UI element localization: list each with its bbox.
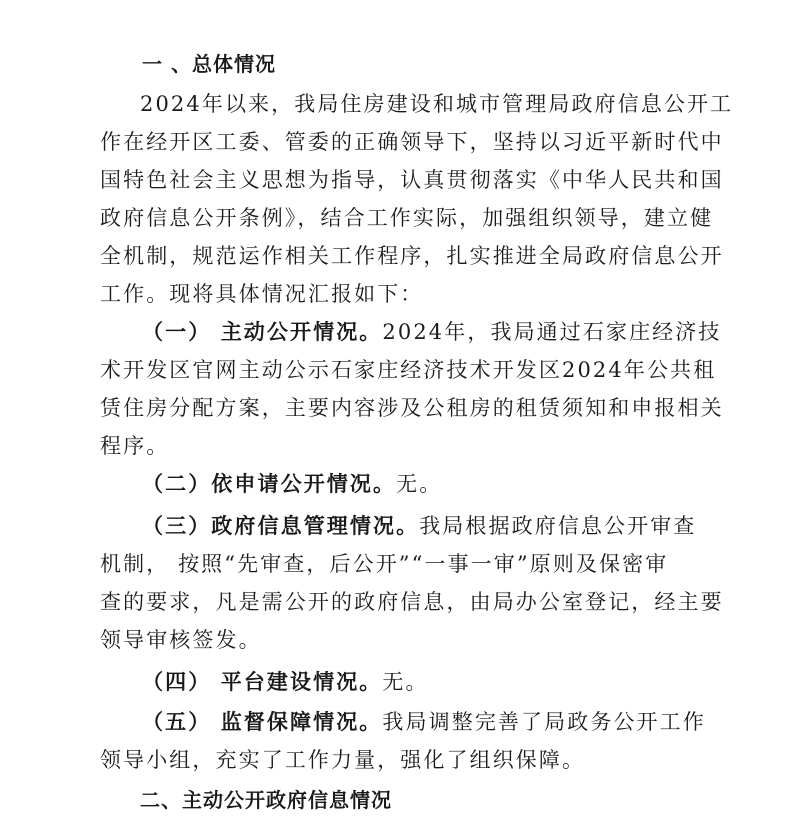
- paragraph-line: 领导审核签发。: [100, 628, 262, 652]
- paragraph-line: 政府信息公开条例》，结合工作实际，加强组织领导，建立健: [100, 206, 714, 230]
- paragraph-line: 工作。现将具体情况汇报如下：: [100, 282, 424, 306]
- subsection-title: （一） 主动公开情况。: [142, 319, 383, 344]
- paragraph-line: 作在经开区工委、管委的正确领导下，坚持以习近平新时代中: [100, 130, 724, 154]
- paragraph-line: 全机制，规范运作相关工作程序，扎实推进全局政府信息公开: [100, 244, 724, 268]
- subsection-text: 我局调整完善了局政务公开工作: [382, 710, 706, 734]
- subsection-text: 无。: [382, 670, 429, 694]
- subsection-line: [142, 668, 429, 696]
- subsection-line: [142, 470, 442, 498]
- subsection-text: 无。: [396, 472, 443, 496]
- paragraph-line: 领导小组，充实了工作力量，强化了组织保障。: [100, 748, 586, 772]
- subsection-title: （五） 监督保障情况。: [142, 709, 383, 734]
- section-heading-overview: 一 、总体情况: [142, 52, 276, 76]
- subsection-line: [142, 708, 706, 736]
- subsection-line: [142, 512, 696, 540]
- paragraph-line: 程序。: [100, 434, 170, 458]
- paragraph-line: 2024年以来，我局住房建设和城市管理局政府信息公开工: [140, 92, 734, 116]
- subsection-line: [142, 318, 721, 346]
- paragraph-line: 查的要求，凡是需公开的政府信息，由局办公室登记，经主要: [100, 590, 724, 614]
- paragraph-line: 机制， 按照“先审查，后公开”“一事一审”原则及保密审: [100, 552, 669, 576]
- subsection-title: （三）政府信息管理情况。: [142, 513, 420, 538]
- subsection-text: 2024年，我局通过石家庄经济技: [382, 320, 722, 344]
- subsection-title: （二）依申请公开情况。: [142, 471, 397, 496]
- section-heading-active-disclosure: 二、主动公开政府信息情况: [140, 788, 392, 812]
- subsection-text: 我局根据政府信息公开审查: [419, 514, 697, 538]
- paragraph-line: 术开发区官网主动公示石家庄经济技术开发区2024年公共租: [100, 358, 717, 382]
- paragraph-line: 国特色社会主义思想为指导，认真贯彻落实《中华人民共和国: [100, 168, 724, 192]
- paragraph-line: 赁住房分配方案，主要内容涉及公租房的租赁须知和申报相关: [100, 396, 724, 420]
- subsection-title: （四） 平台建设情况。: [142, 669, 383, 694]
